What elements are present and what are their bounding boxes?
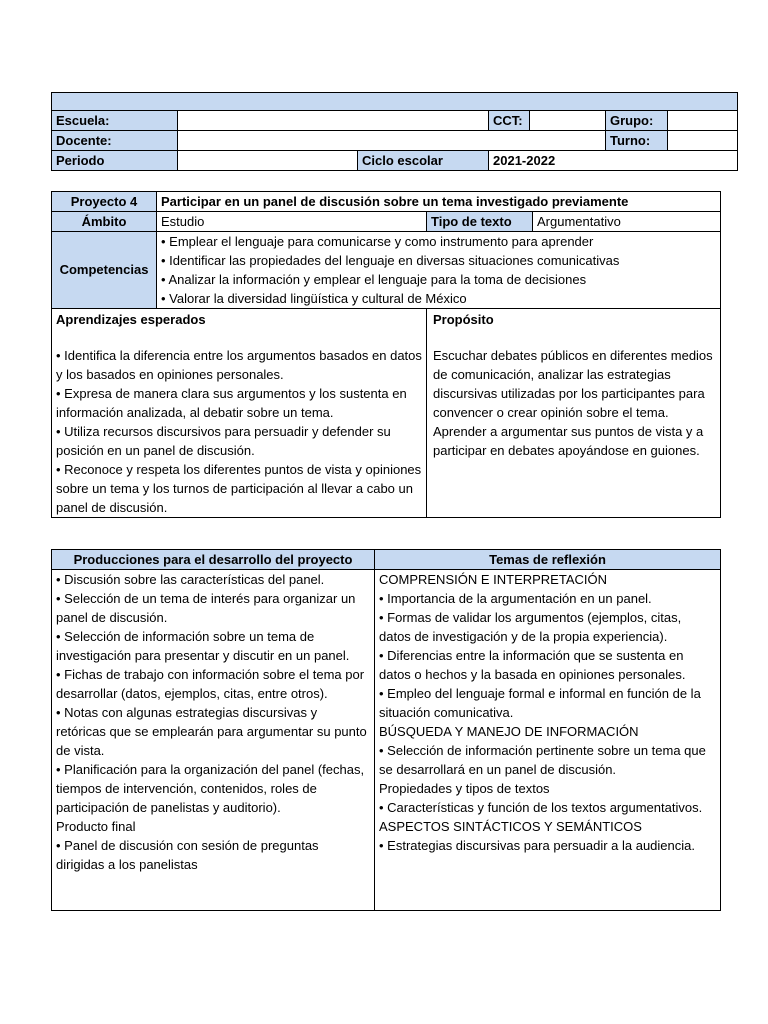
cct-cell bbox=[489, 111, 606, 131]
producciones-list: • Discusión sobre las características del panel. • Selección de un tema de interés para organizar un panel de discusión. • Selección de información sobre un tema de investigación para presentar y discutir en un panel. • Fichas de trabajo con información sobre el tema por desarrollar (datos, ejemplos, citas, entre otros). • Notas con algunas estrategias discursivas y retóricas que se emplearán para argumentar su punto de vista. • Planificación para la organización del panel (fechas, tiempos de intervención, contenidos, roles de participación de panelistas y auditorio). Producto final • Panel de discusión con sesión de preguntas dirigidas a los panelistas bbox=[52, 570, 375, 911]
docente-label: Docente: bbox=[52, 131, 178, 151]
periodo-label: Periodo bbox=[52, 151, 178, 171]
proyecto-label: Proyecto 4 bbox=[52, 192, 157, 212]
temas-header: Temas de reflexión bbox=[375, 550, 721, 570]
turno-field[interactable] bbox=[668, 131, 738, 151]
temas-list: COMPRENSIÓN E INTERPRETACIÓN • Importancia de la argumentación en un panel. • Formas de validar los argumentos (ejemplos, citas, datos de investigación y de la propia experiencia). • Diferencias entre la información que se sustenta en datos o hechos y la basada en opiniones personales. • Empleo del lenguaje formal e informal en función de la situación comunicativa. BÚSQUEDA Y MANEJO DE INFORMACIÓN • Selección de información pertinente sobre un tema que se desarrollará en un panel de discusión. Propiedades y tipos de textos • Características y función de los textos argumentativos. ASPECTOS SINTÁCTICOS Y SEMÁNTICOS • Estrategias discursivas para persuadir a la audiencia. bbox=[375, 570, 721, 911]
grupo-field[interactable] bbox=[668, 111, 738, 131]
aprendizaje-item: • Expresa de manera clara sus argumentos y los sustenta en información analizada, al debatir sobre un tema. bbox=[56, 386, 407, 420]
periodo-field[interactable] bbox=[178, 151, 358, 171]
proyecto-title: Participar en un panel de discusión sobre un tema investigado previamente bbox=[157, 192, 721, 212]
docente-field[interactable] bbox=[178, 131, 606, 151]
competencias-label: Competencias bbox=[52, 232, 157, 309]
school-info-table bbox=[51, 92, 738, 171]
competencias-list bbox=[157, 232, 721, 309]
competencia-item: • Valorar la diversidad lingüística y cultural de México bbox=[161, 291, 467, 306]
aprendizaje-item: • Reconoce y respeta los diferentes puntos de vista y opiniones sobre un tema y los turnos de participación al llevar a cabo un panel de discusión. bbox=[56, 462, 422, 515]
producciones-header: Producciones para el desarrollo del proyecto bbox=[52, 550, 375, 570]
aprendizaje-item: • Utiliza recursos discursivos para persuadir y defender su posición en un panel de discusión. bbox=[56, 424, 391, 458]
ciclo-value: 2021-2022 bbox=[489, 151, 738, 171]
proposito-cell bbox=[427, 309, 721, 518]
aprendizajes-label: Aprendizajes esperados bbox=[56, 312, 206, 327]
cct-label: CCT: bbox=[489, 111, 530, 130]
ambito-label: Ámbito bbox=[52, 212, 157, 232]
proposito-text: Escuchar debates públicos en diferentes medios de comunicación, analizar las estrategias discursivas utilizadas por los participantes para convencer o crear opinión sobre el tema. Aprender a argumentar sus puntos de vista y a participar en debates apoyándose en guiones. bbox=[433, 348, 713, 458]
ciclo-label: Ciclo escolar bbox=[358, 151, 489, 171]
ambito-value: Estudio bbox=[157, 212, 427, 232]
competencia-item: • Analizar la información y emplear el lenguaje para la toma de decisiones bbox=[161, 272, 587, 287]
aprendizajes-cell bbox=[52, 309, 427, 518]
escuela-label: Escuela: bbox=[52, 111, 178, 131]
cct-field[interactable] bbox=[530, 111, 606, 130]
grupo-label: Grupo: bbox=[606, 111, 668, 131]
competencia-item: • Identificar las propiedades del lenguaje en diversas situaciones comunicativas bbox=[161, 253, 620, 268]
project-table bbox=[51, 191, 721, 518]
tipo-texto-value: Argumentativo bbox=[533, 212, 721, 232]
aprendizaje-item: • Identifica la diferencia entre los argumentos basados en datos y los basados en opiniones personales. bbox=[56, 348, 422, 382]
proposito-label: Propósito bbox=[433, 312, 494, 327]
competencia-item: • Emplear el lenguaje para comunicarse y como instrumento para aprender bbox=[161, 234, 594, 249]
turno-label: Turno: bbox=[606, 131, 668, 151]
productions-table bbox=[51, 549, 721, 911]
tipo-texto-label: Tipo de texto bbox=[427, 212, 533, 232]
escuela-field[interactable] bbox=[178, 111, 489, 131]
table-title-bar bbox=[52, 93, 738, 111]
